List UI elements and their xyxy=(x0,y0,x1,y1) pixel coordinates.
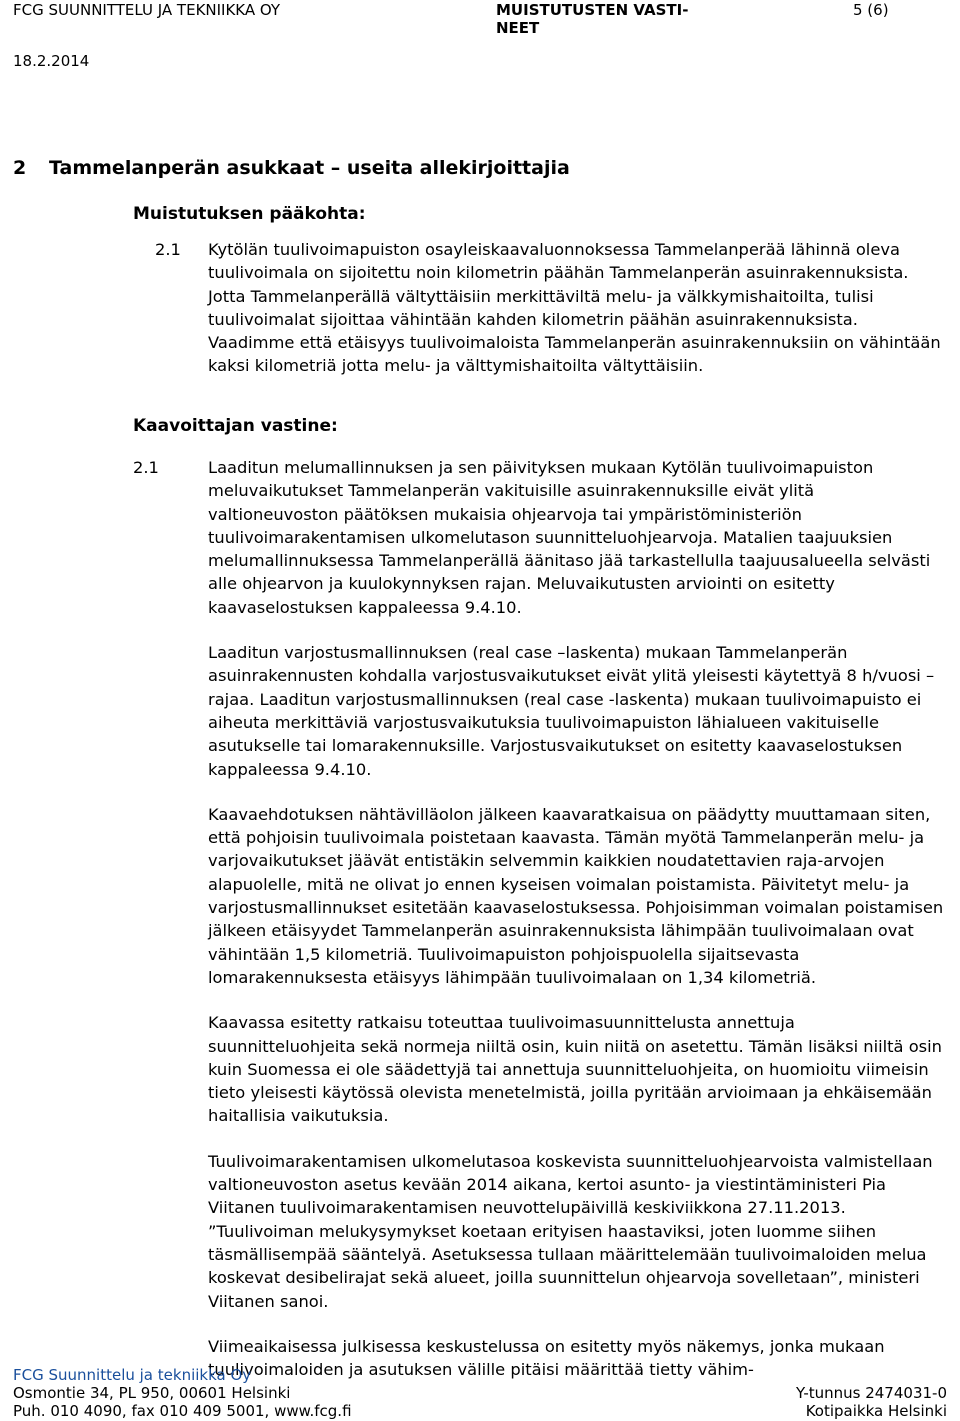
header-company: FCG SUUNNITTELU JA TEKNIIKKA OY xyxy=(13,1,281,19)
footer-address: Osmontie 34, PL 950, 00601 Helsinki xyxy=(13,1384,291,1402)
footer-company: FCG Suunnittelu ja tekniikka Oy xyxy=(13,1366,252,1384)
response-paragraph-4: Kaavassa esitetty ratkaisu toteuttaa tuulivoimasuunnittelusta annettuja suunnitteluohjeita sekä normeja niiltä osin, kuin niitä on asetettu. Tämän lisäksi niiltä osin kuin Suomessa ei ole säädettyjä tai annettuja suunnitteluohjeita, on huomioitu viimeisin tieto yleisesti käytössä olevista menetelmistä, joilla pyritään arvioimaan ja ehkäisemään haitallisia vaikutuksia. xyxy=(208,1013,942,1126)
main-point-number: 2.1 xyxy=(155,240,181,259)
response-paragraph-1: Laaditun melumallinnuksen ja sen päivityksen mukaan Kytölän tuulivoimapuiston meluvaikutukset Tammelanperän vakituisille asuinrakennuksille eivät ylitä valtioneuvoston päätöksen mukaisia ohjearvoja tai ympäristöministeriön tuulivoimarakentamisen ulkomelutason suunnitteluohjearvoja. Matalien taajuuksien melumallinnuksessa Tammelanperällä äänitaso jää tarkastellulla taajuusalueella selvästi alle ohjearvon ja kuulokynnyksen rajan. Meluvaikutusten arviointi on esitetty kaavaselostuksen kappaleessa 9.4.10. xyxy=(208,458,931,617)
footer-business-id: Y-tunnus 2474031-0 xyxy=(795,1384,947,1402)
section-heading xyxy=(13,156,570,180)
footer-seat: Kotipaikka Helsinki xyxy=(805,1402,947,1420)
section-number: 2 xyxy=(13,157,27,179)
response-paragraph-6: Viimeaikaisessa julkisessa keskustelussa on esitetty myös näkemys, jonka mukaan tuulivoimaloiden ja asutuksen välille pitäisi määrittää tietty vähim- xyxy=(208,1336,885,1380)
header-title: MUISTUTUSTEN VASTI-NEET xyxy=(496,1,689,37)
footer-phone: Puh. 010 4090, fax 010 409 5001, www.fcg.fi xyxy=(13,1402,352,1420)
main-point-item xyxy=(155,238,945,378)
header-date: 18.2.2014 xyxy=(13,52,90,70)
section-title: Tammelanperän asukkaat – useita allekirjoittajia xyxy=(49,157,570,179)
response-item xyxy=(133,456,945,1381)
main-point-heading: Muistutuksen pääkohta: xyxy=(133,204,366,224)
response-paragraph-5: Tuulivoimarakentamisen ulkomelutasoa koskevista suunnitteluohjearvoista valmistellaan valtioneuvoston asetus kevään 2014 aikana, kertoi asunto- ja viestintäministeri Pia Viitanen tuulivoimarakentamisen neuvottelupäivillä keskiviikkona 27.11.2013. ”Tuulivoiman melukysymykset koetaan erityisen haastaviksi, joten luomme siihen täsmällisempää sääntelyä. Asetuksessa tullaan määrittelemään tuulivoimaloiden melua koskevat desibelirajat sekä alueet, joilla suunnittelun ohjearvoja sovelletaan”, ministeri Viitanen sanoi. xyxy=(208,1151,933,1311)
response-paragraph-2: Laaditun varjostusmallinnuksen (real case –laskenta) mukaan Tammelanperän asuinrakennusten kohdalla varjostusvaikutukset eivät ylitä yleisesti käytettyä 8 h/vuosi –rajaa. Laaditun varjostusmallinnuksen (real case -laskenta) mukaan tuulivoimapuisto ei aiheuta merkittäviä varjostusvaikutuksia tuulivoimapuiston lähialueen vakituiselle asutukselle tai lomarakennuksille. Varjostusvaikutukset on esitetty kaavaselostuksen kappaleessa 9.4.10. xyxy=(208,643,935,779)
main-point-text: Kytölän tuulivoimapuiston osayleiskaavaluonnoksessa Tammelanperää lähinnä oleva tuulivoimala on sijoitettu noin kilometrin päähän Tammelanperän asuinrakennuksista. Jotta Tammelanperällä vältyttäisiin merkittäviltä melu- ja välkkymishaitoilta, tulisi tuulivoimalat sijoittaa vähintään kahden kilometrin päähän asuinrakennuksista. Vaadimme että etäisyys tuulivoimaloista Tammelanperän asuinrakennuksiin on vähintään kaksi kilometriä jotta melu- ja välttymishaitoilta vältyttäisiin. xyxy=(208,240,941,376)
response-paragraph-3: Kaavaehdotuksen nähtävilläolon jälkeen kaavaratkaisua on päädytty muuttamaan siten, että pohjoisin tuulivoimala poistetaan kaavasta. Tämän myötä Tammelanperän melu- ja varjovaikutukset jäävät entistäkin selvemmin kaikkien noudatettavien raja-arvojen alapuolelle, mitä ne olivat jo ennen kyseisen voimalan poistamista. Päivitetyt melu- ja varjostusmallinnukset esitetään kaavaselostuksessa. Pohjoisimman voimalan poistamisen jälkeen etäisyydet Tammelanperän asuinrakennuksista lähimpään tuulivoimalaan ovat vähintään 1,5 kilometriä. Tuulivoimapuiston pohjoispuolella sijaitsevasta lomarakennuksesta etäisyys lähimpään tuulivoimalaan on 1,34 kilometriä. xyxy=(208,804,944,987)
response-number: 2.1 xyxy=(133,458,159,477)
header-page-number: 5 (6) xyxy=(853,1,889,19)
response-heading: Kaavoittajan vastine: xyxy=(133,416,338,436)
